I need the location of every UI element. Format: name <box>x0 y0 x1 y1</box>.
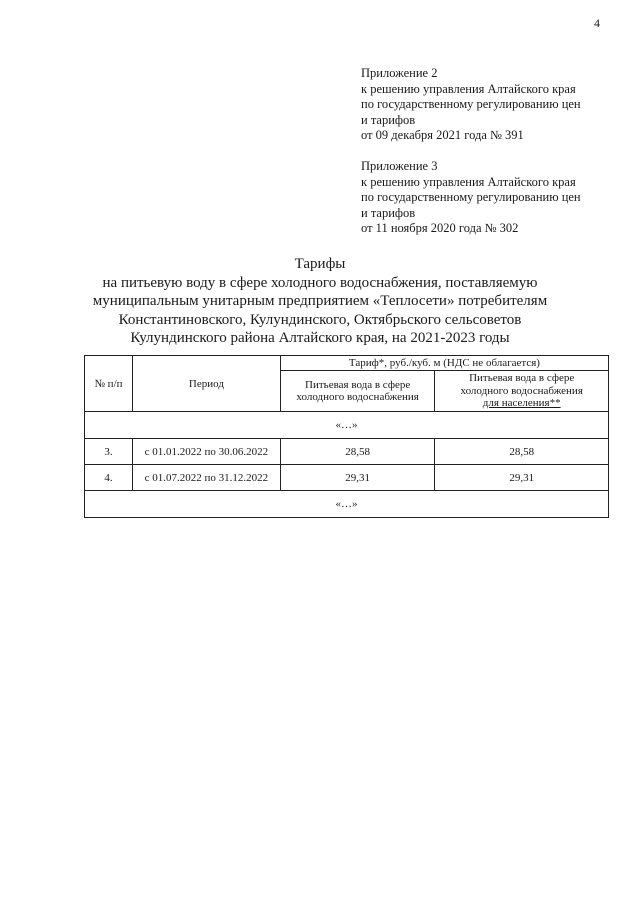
tariff-table <box>84 355 609 518</box>
ellipsis-cell: «…» <box>85 491 609 518</box>
appendix-line: и тарифов <box>361 112 416 127</box>
cell-tariff-population: 29,31 <box>435 465 609 491</box>
header-period: Период <box>132 356 280 412</box>
table-header-row <box>85 356 609 371</box>
table-row <box>85 439 609 465</box>
appendix-line: от 09 декабря 2021 года № 391 <box>361 128 524 142</box>
title-line: Кулундинского района Алтайского края, на 2021-2023 годы <box>130 330 510 346</box>
table-row-ellipsis <box>85 412 609 439</box>
header-num: № п/п <box>85 356 133 412</box>
document-title <box>0 255 640 348</box>
appendix-line: Приложение 2 <box>361 66 438 80</box>
appendix-line: к решению управления Алтайского края <box>361 174 576 189</box>
title-line: муниципальным унитарным предприятием «Теплосети» потребителям <box>92 293 548 309</box>
cell-num: 4. <box>85 465 133 491</box>
header-text: для населения** <box>482 397 561 410</box>
appendix-line: по государственному регулированию цен <box>361 97 581 111</box>
header-tariff-group: Тариф*, руб./куб. м (НДС не облагается) <box>280 356 608 371</box>
title-heading: Тарифы <box>294 256 346 272</box>
header-text: холодного водоснабжения <box>296 391 419 403</box>
appendix-2-note <box>361 66 581 144</box>
header-text: холодного водоснабжения <box>460 384 583 397</box>
appendix-line: и тарифов <box>361 205 416 220</box>
header-text: Питьевая вода в сфере <box>305 378 411 391</box>
cell-num: 3. <box>85 439 133 465</box>
cell-tariff-population: 28,58 <box>435 439 609 465</box>
page-number: 4 <box>594 16 600 30</box>
appendix-line: от 11 ноября 2020 года № 302 <box>361 221 519 235</box>
appendix-3-note <box>361 159 581 237</box>
table-row-ellipsis <box>85 491 609 518</box>
title-line: Константиновского, Кулундинского, Октябрьского сельсоветов <box>118 311 522 328</box>
appendix-line: Приложение 3 <box>361 159 438 173</box>
appendix-line: к решению управления Алтайского края <box>361 81 576 96</box>
cell-tariff: 29,31 <box>280 465 434 491</box>
header-tariff-col1 <box>280 371 434 412</box>
cell-tariff: 28,58 <box>280 439 434 465</box>
ellipsis-cell: «…» <box>85 412 609 439</box>
cell-period: с 01.01.2022 по 30.06.2022 <box>132 439 280 465</box>
header-text: Питьевая вода в сфере <box>469 372 575 385</box>
cell-period: с 01.07.2022 по 31.12.2022 <box>132 465 280 491</box>
header-tariff-col2 <box>435 371 609 412</box>
table-row <box>85 465 609 491</box>
appendix-line: по государственному регулированию цен <box>361 190 581 204</box>
title-line: на питьевую воду в сфере холодного водоснабжения, поставляемую <box>102 274 538 291</box>
